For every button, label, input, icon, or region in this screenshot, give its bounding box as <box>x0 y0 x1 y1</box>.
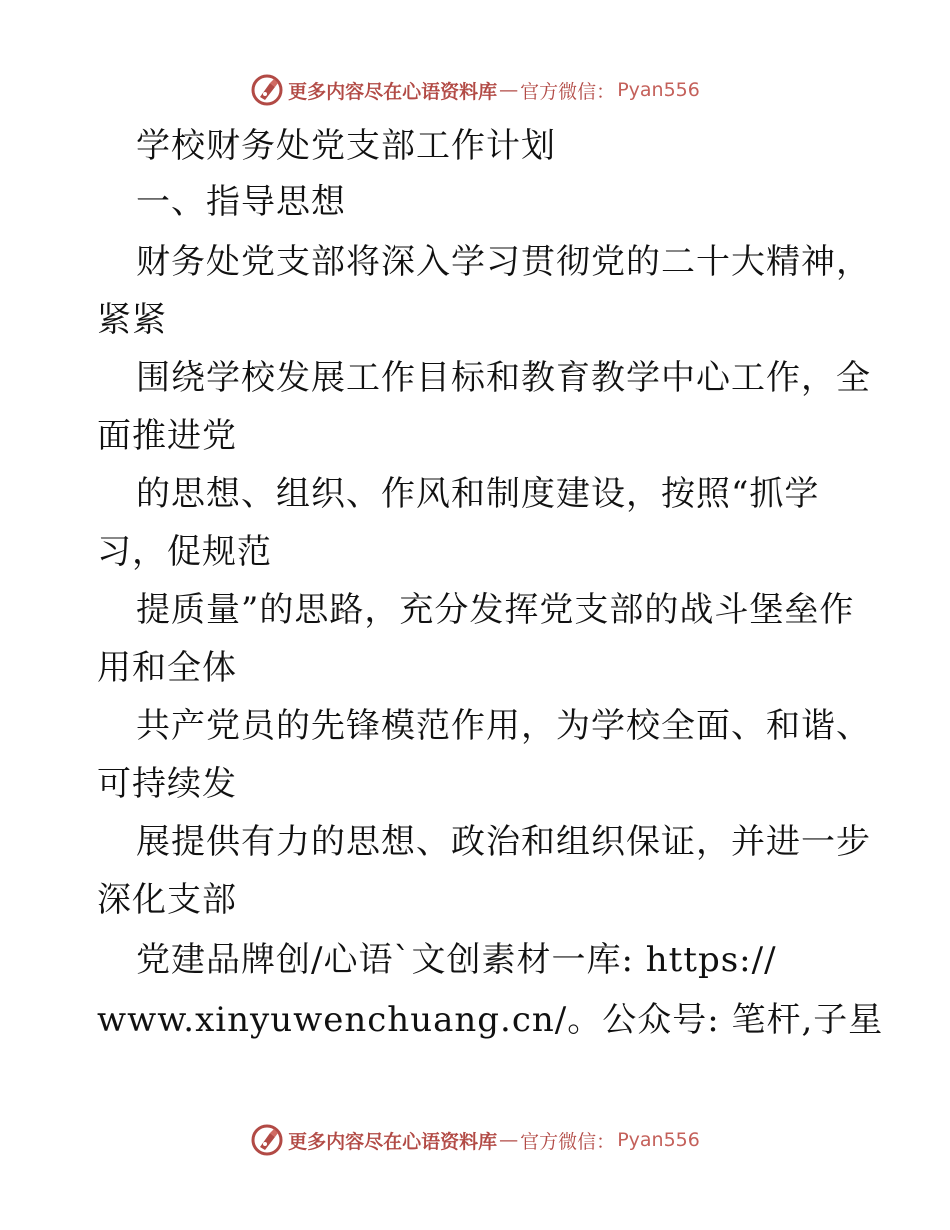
paragraph-line: 的思想、组织、作风和制度建设，按照“抓学 <box>136 474 820 514</box>
section-heading: 一、指导思想 <box>136 182 346 222</box>
paragraph-line: 习，促规范 <box>97 532 272 572</box>
watermark-brand-text: 更多内容尽在心语资料库 <box>288 1130 498 1153</box>
watermark-wechat-id: Pyan556 <box>617 79 700 101</box>
paragraph-line: 面推进党 <box>97 416 237 456</box>
paragraph-line: 用和全体 <box>97 648 237 688</box>
document-title: 学校财务处党支部工作计划 <box>136 126 556 166</box>
paragraph-line: 围绕学校发展工作目标和教育教学中心工作，全 <box>136 358 871 398</box>
watermark-wechat-id: Pyan556 <box>617 1129 700 1151</box>
paragraph-line: 展提供有力的思想、政治和组织保证，并进一步 <box>136 822 871 862</box>
watermark-brand-text: 更多内容尽在心语资料库 <box>288 80 498 103</box>
paragraph-line: www.xinyuwenchuang.cn/。公众号: 笔杆,子星 <box>97 1000 884 1040</box>
paragraph-line: 提质量”的思路，充分发挥党支部的战斗堡垒作 <box>136 590 855 630</box>
paragraph-line: 紧紧 <box>97 300 167 340</box>
watermark-dash: — <box>499 1129 519 1151</box>
paragraph-line: 共产党员的先锋模范作用，为学校全面、和谐、 <box>136 706 871 746</box>
paragraph-line: 可持续发 <box>97 764 237 804</box>
header-watermark <box>0 70 950 110</box>
paragraph-line: 深化支部 <box>97 880 237 920</box>
paragraph-line: 党建品牌创/心语`文创素材一库: https:// <box>136 940 777 980</box>
watermark-wechat-label: 官方微信： <box>520 80 616 103</box>
pen-nib-logo-icon <box>250 1123 284 1157</box>
paragraph-line: 财务处党支部将深入学习贯彻党的二十大精神， <box>136 242 871 282</box>
pen-nib-logo-icon <box>250 73 284 107</box>
footer-watermark <box>0 1120 950 1160</box>
watermark-dash: — <box>499 79 519 101</box>
watermark-wechat-label: 官方微信： <box>520 1130 616 1153</box>
